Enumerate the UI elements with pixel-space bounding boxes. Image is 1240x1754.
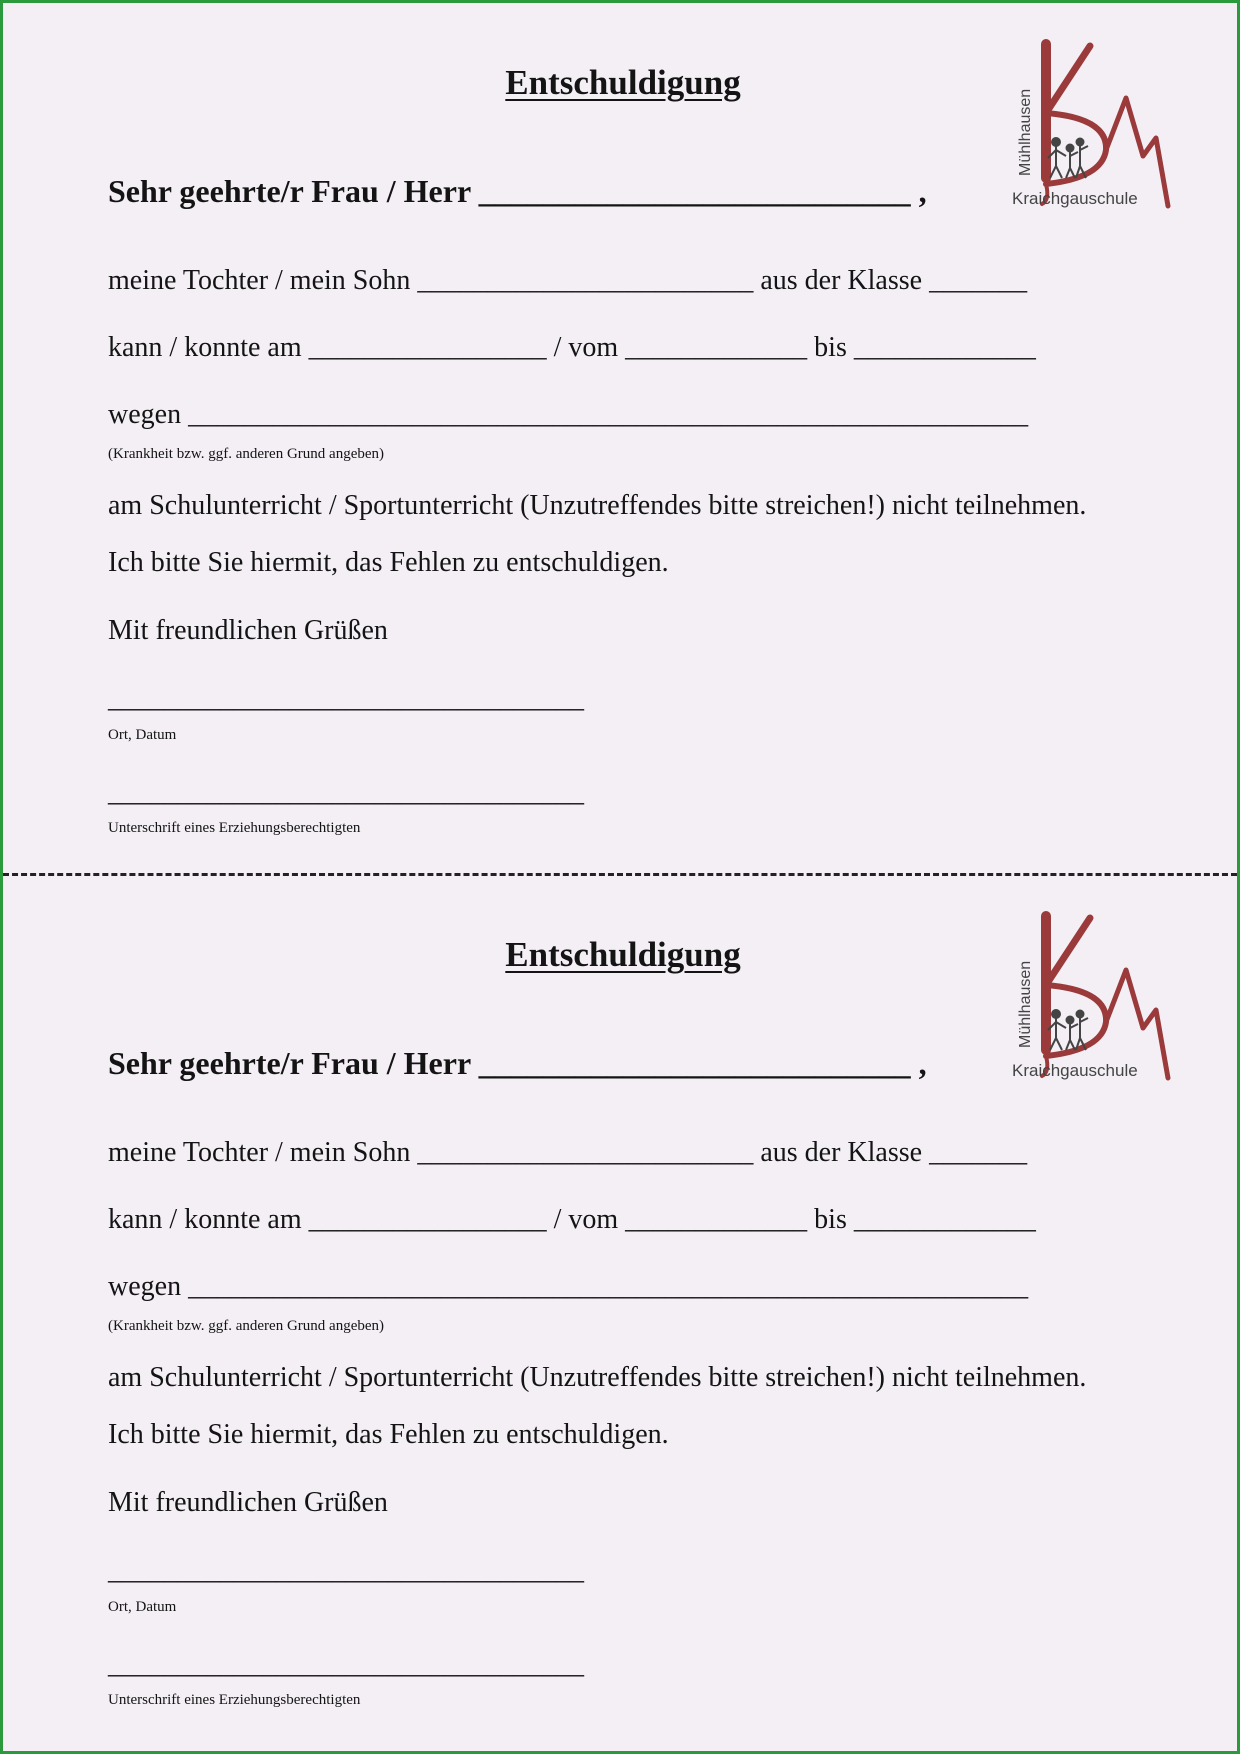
date-range-line: kann / konnte am _________________ / vom _____________ bis _____________ [108,1204,1036,1235]
place-date-signature-line: __________________________________ [108,1555,584,1586]
place-date-label: Ort, Datum [108,727,177,743]
child-class-line: meine Tochter / mein Sohn ________________________ aus der Klasse _______ [108,1137,1028,1168]
guardian-signature-line: __________________________________ [108,777,584,808]
guardian-signature-label: Unterschrift eines Erziehungsberechtigten [108,1692,361,1708]
excuse-slip-bottom [3,875,1237,1745]
closing-line: Mit freundlichen Grüßen [108,615,388,646]
lesson-line: am Schulunterricht / Sportunterricht (Unzutreffendes bitte streichen!) nicht teilnehmen. [108,490,1087,521]
reason-line: wegen ____________________________________________________________ [108,1271,1029,1302]
place-date-label: Ort, Datum [108,1599,177,1615]
request-line: Ich bitte Sie hiermit, das Fehlen zu entschuldigen. [108,547,669,578]
school-logo [998,910,1178,1090]
reason-note: (Krankheit bzw. ggf. anderen Grund angeben) [108,446,384,462]
slip-title: Entschuldigung [505,63,741,102]
slip-title: Entschuldigung [505,935,741,974]
reason-note: (Krankheit bzw. ggf. anderen Grund angeben) [108,1318,384,1334]
request-line: Ich bitte Sie hiermit, das Fehlen zu entschuldigen. [108,1419,669,1450]
lesson-line: am Schulunterricht / Sportunterricht (Unzutreffendes bitte streichen!) nicht teilnehmen. [108,1362,1087,1393]
child-class-line: meine Tochter / mein Sohn ________________________ aus der Klasse _______ [108,265,1028,296]
guardian-signature-line: __________________________________ [108,1649,584,1680]
place-date-signature-line: __________________________________ [108,683,584,714]
guardian-signature-label: Unterschrift eines Erziehungsberechtigten [108,820,361,836]
logo-school-text: Kraichgauschule [1012,189,1138,208]
school-logo [998,38,1178,218]
logo-town-text: Mühlhausen [1017,960,1034,1048]
excuse-slip-top [3,3,1237,873]
reason-line: wegen ____________________________________________________________ [108,399,1029,430]
logo-school-text: Kraichgauschule [1012,1061,1138,1080]
greeting-line: Sehr geehrte/r Frau / Herr ___________________________ , [108,173,927,209]
date-range-line: kann / konnte am _________________ / vom _____________ bis _____________ [108,332,1036,363]
logo-town-text: Mühlhausen [1017,88,1034,176]
greeting-line: Sehr geehrte/r Frau / Herr ___________________________ , [108,1045,927,1081]
closing-line: Mit freundlichen Grüßen [108,1487,388,1518]
